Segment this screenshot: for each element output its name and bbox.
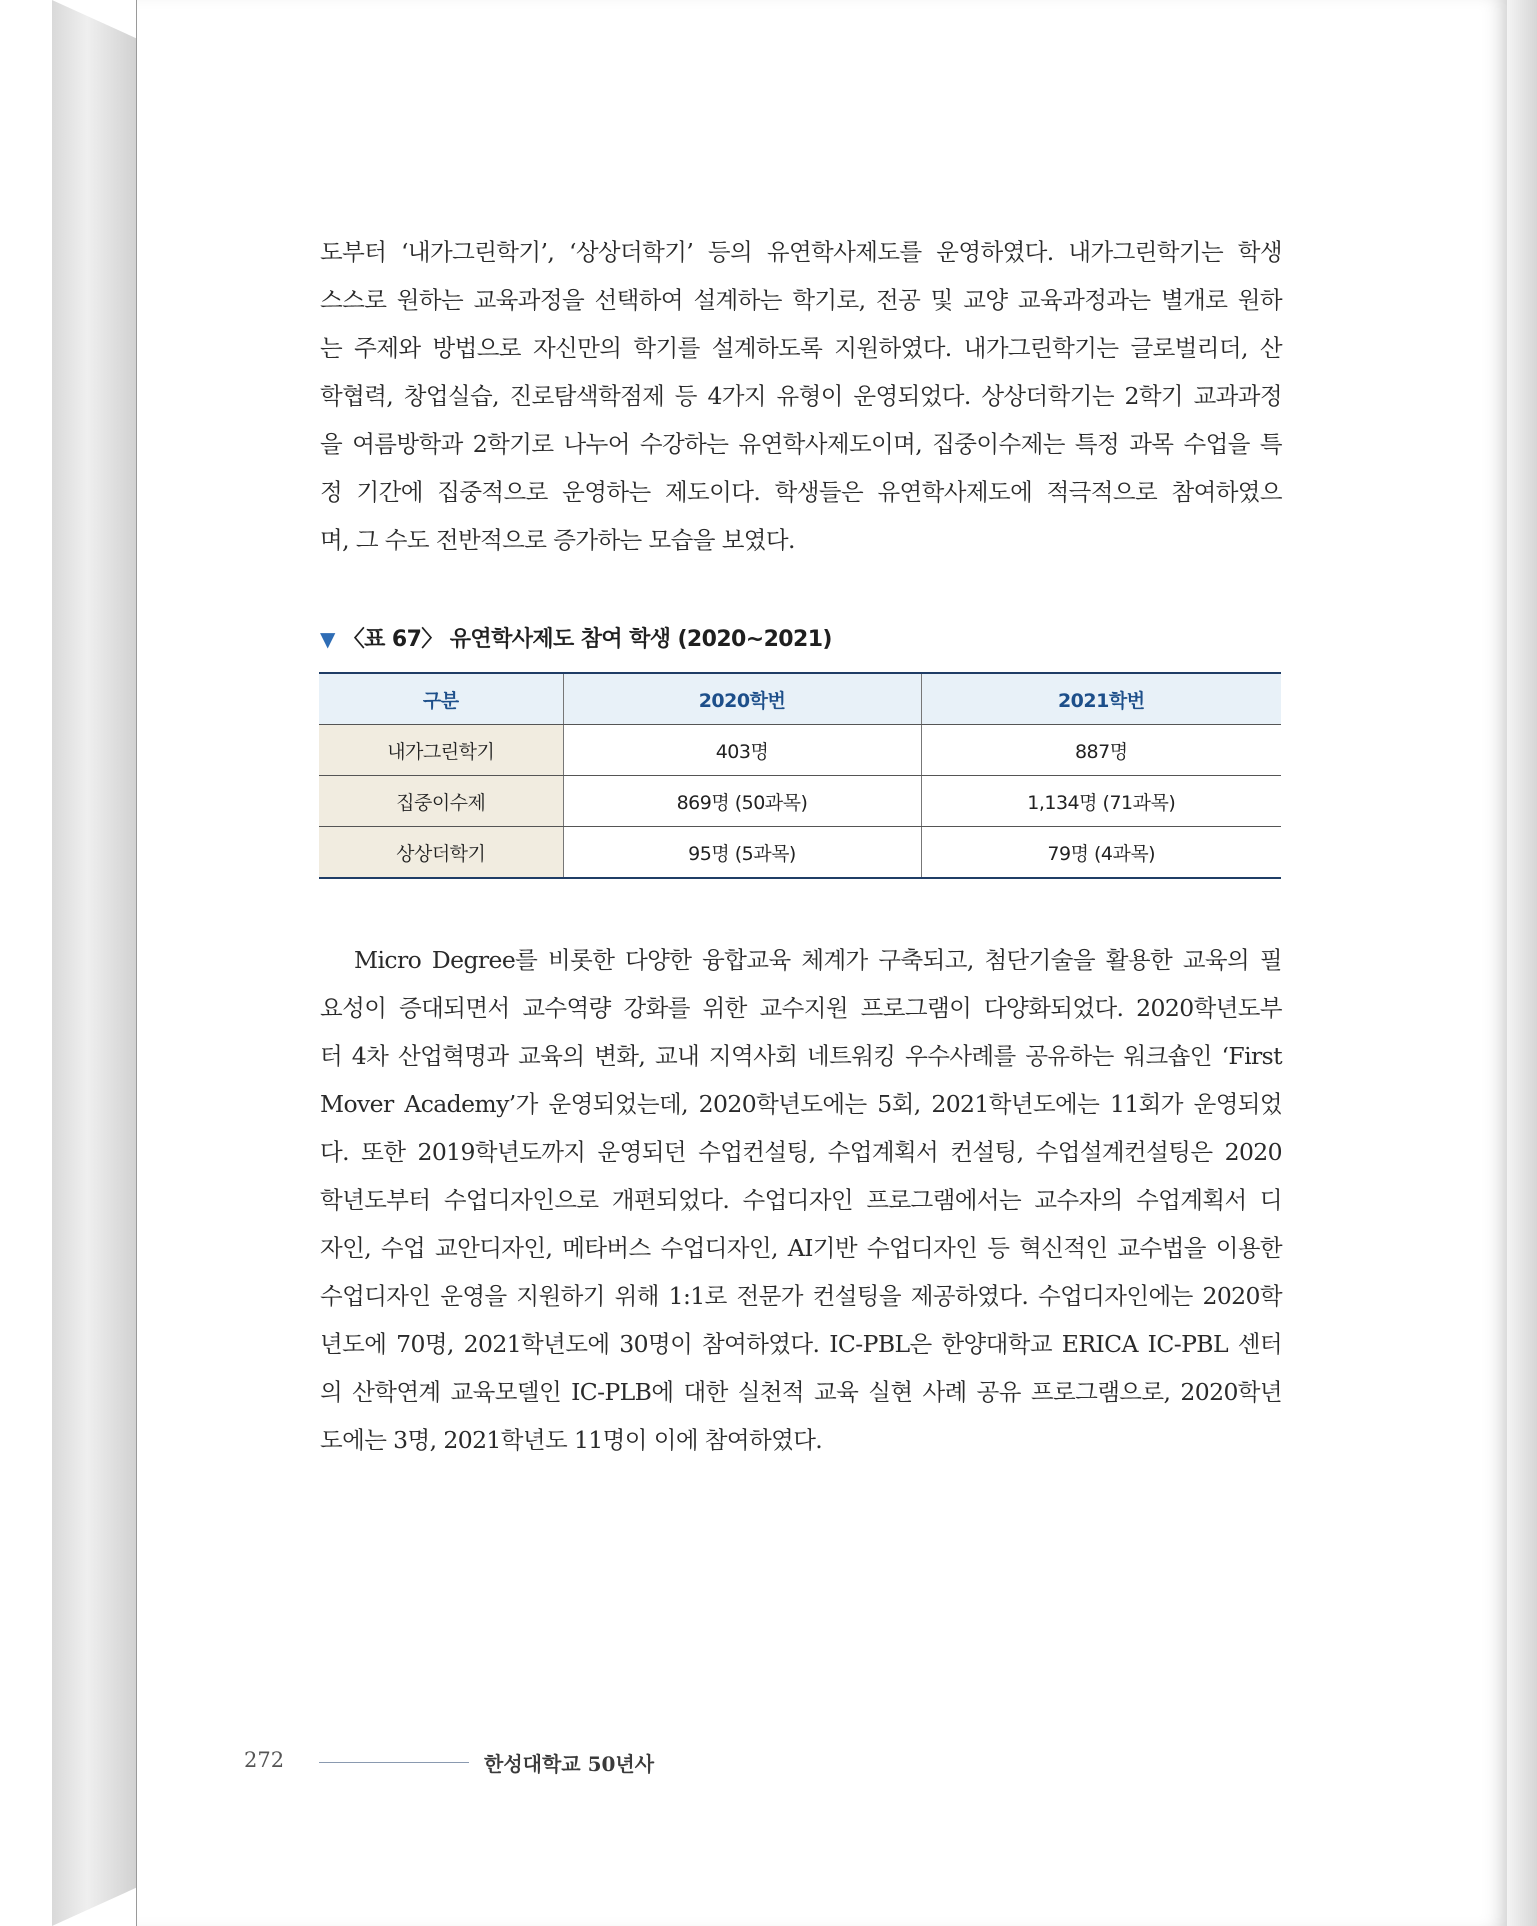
page-shadow <box>1507 0 1537 1926</box>
table-header-cell: 2021학번 <box>921 673 1281 725</box>
text-line: 년도에 70명, 2021학년도에 30명이 참여하였다. IC-PBL은 한양대학교 ERICA IC-PBL 센터 <box>320 1330 1282 1358</box>
row-label-cell: 내가그린학기 <box>319 725 563 776</box>
text-line: Micro Degree를 비롯한 다양한 융합교육 체계가 구축되고, 첨단기술을 활용한 교육의 필 <box>354 946 1282 974</box>
text-line: 요성이 증대되면서 교수역량 강화를 위한 교수지원 프로그램이 다양화되었다. 2020학년도부 <box>320 994 1282 1022</box>
table-cell: 95명 (5과목) <box>563 827 921 879</box>
text-line: 스스로 원하는 교육과정을 선택하여 설계하는 학기로, 전공 및 교양 교육과정과는 별개로 원하 <box>320 286 1282 314</box>
table-row <box>319 776 1281 827</box>
triangle-down-icon: ▼ <box>320 627 335 651</box>
book-edge-top <box>52 0 140 40</box>
book-title: 한성대학교 50년사 <box>484 1752 655 1776</box>
table-row <box>319 827 1281 879</box>
table-cell: 1,134명 (71과목) <box>921 776 1281 827</box>
table-row <box>319 725 1281 776</box>
text-line: 학년도부터 수업디자인으로 개편되었다. 수업디자인 프로그램에서는 교수자의 수업계획서 디 <box>320 1186 1282 1214</box>
table-header-row <box>319 673 1281 725</box>
text-line: 도에는 3명, 2021학년도 11명이 이에 참여하였다. <box>320 1426 823 1454</box>
book-edge-bottom <box>52 1886 140 1926</box>
table-header-cell: 2020학번 <box>563 673 921 725</box>
footer-divider <box>319 1762 469 1763</box>
body-paragraph-1 <box>320 228 1282 564</box>
text-line: Mover Academy’가 운영되었는데, 2020학년도에는 5회, 2021학년도에는 11회가 운영되었 <box>320 1090 1282 1118</box>
table-cell: 869명 (50과목) <box>563 776 921 827</box>
text-line: 수업디자인 운영을 지원하기 위해 1:1로 전문가 컨설팅을 제공하였다. 수업디자인에는 2020학 <box>320 1282 1282 1310</box>
text-line: 도부터 ‘내가그린학기’, ‘상상더학기’ 등의 유연학사제도를 운영하였다. 내가그린학기는 학생 <box>320 238 1282 266</box>
text-line: 는 주제와 방법으로 자신만의 학기를 설계하도록 지원하였다. 내가그린학기는 글로벌리더, 산 <box>320 334 1282 362</box>
text-line: 다. 또한 2019학년도까지 운영되던 수업컨설팅, 수업계획서 컨설팅, 수업설계컨설팅은 2020 <box>320 1138 1282 1166</box>
page-number: 272 <box>244 1748 285 1772</box>
table-cell: 403명 <box>563 725 921 776</box>
participation-table <box>319 672 1281 879</box>
text-line: 정 기간에 집중적으로 운영하는 제도이다. 학생들은 유연학사제도에 적극적으로 참여하였으 <box>320 478 1282 506</box>
text-line: 의 산학연계 교육모델인 IC-PLB에 대한 실천적 교육 실현 사례 공유 프로그램으로, 2020학년 <box>320 1378 1282 1406</box>
table-cell: 887명 <box>921 725 1281 776</box>
table-header-cell: 구분 <box>319 673 563 725</box>
book-page-stack <box>52 0 140 1926</box>
text-line: 며, 그 수도 전반적으로 증가하는 모습을 보였다. <box>320 526 795 554</box>
text-line: 터 4차 산업혁명과 교육의 변화, 교내 지역사회 네트워킹 우수사례를 공유하는 워크숍인 ‘First <box>320 1042 1282 1070</box>
text-line: 학협력, 창업실습, 진로탐색학점제 등 4가지 유형이 운영되었다. 상상더학기는 2학기 교과과정 <box>320 382 1282 410</box>
text-line: 자인, 수업 교안디자인, 메타버스 수업디자인, AI기반 수업디자인 등 혁신적인 교수법을 이용한 <box>320 1234 1282 1262</box>
table-cell: 79명 (4과목) <box>921 827 1281 879</box>
table-caption-text: 〈표 67〉 유연학사제도 참여 학생 (2020~2021) <box>342 627 832 652</box>
text-line: 을 여름방학과 2학기로 나누어 수강하는 유연학사제도이며, 집중이수제는 특정 과목 수업을 특 <box>320 430 1282 458</box>
table-caption <box>320 622 832 653</box>
row-label-cell: 상상더학기 <box>319 827 563 879</box>
body-paragraph-2 <box>320 936 1282 1464</box>
row-label-cell: 집중이수제 <box>319 776 563 827</box>
